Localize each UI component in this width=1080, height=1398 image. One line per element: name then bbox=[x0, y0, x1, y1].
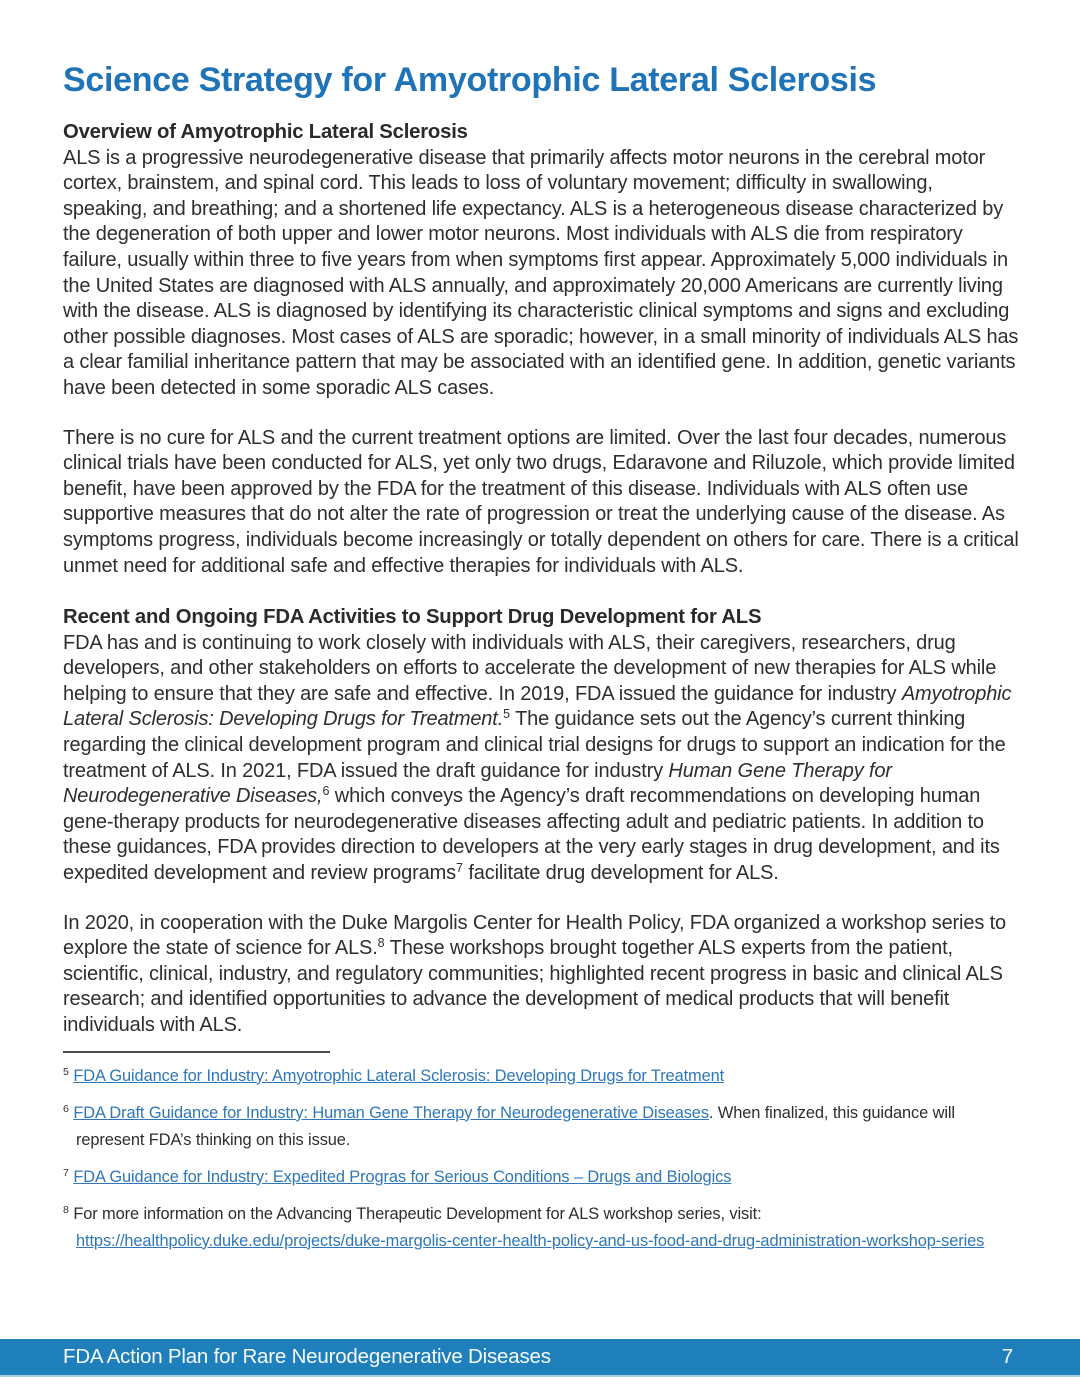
footnote-marker: 7 bbox=[63, 1166, 69, 1179]
footnote-marker: 5 bbox=[63, 1065, 69, 1078]
footnote-ref-7: 7 bbox=[455, 861, 463, 876]
body-paragraph-4 bbox=[63, 911, 1020, 1039]
footer-bar bbox=[0, 1339, 1080, 1377]
paragraph-text: ALS is a progressive neurodegenerative disease that primarily affects motor neurons in the cerebral motor cortex, brainstem, and spinal cord. This leads to loss of voluntary movement; difficulty in swallowing, speaking, and breathing; and a shortened life expectancy. ALS is a heterogeneous disease characterized by the degeneration of both upper and lower motor neurons. Most individuals with ALS die from respiratory failure, usually within three to five years from when symptoms first appear. Approximately 5,000 individuals in the United States are diagnosed with ALS annually, and approximately 20,000 Americans are currently living with the disease. ALS is diagnosed by identifying its characteristic clinical symptoms and signs and excluding other possible diagnoses. Most cases of ALS are sporadic; however, in a small minority of individuals ALS has a clear familial inheritance pattern that may be associated with an identified gene. In addition, genetic variants have been detected in some sporadic ALS cases. bbox=[63, 146, 1019, 399]
footnote-ref-8: 8 bbox=[377, 936, 385, 951]
paragraph-text: which conveys the Agency’s draft recommendations on developing human gene-therapy products for neurodegenerative diseases affecting adult and pediatric patients. In addition to these guidances, FDA provides direction to developers at the very early stages in drug development, and its expedited development and review programs bbox=[63, 785, 1000, 885]
footnote-ref-5: 5 bbox=[503, 707, 511, 722]
document-page bbox=[63, 60, 1020, 1265]
footnote-6 bbox=[63, 1100, 1020, 1154]
footnote-link-expedited-programs[interactable]: FDA Guidance for Industry: Expedited Progras for Serious Conditions – Drugs and Biologics bbox=[73, 1167, 732, 1186]
paragraph-text: The guidance sets out the Agency’s current thinking regarding the clinical development program and clinical trial designs for drugs to support an indication for the treatment of ALS. In 2021, FDA issued the draft guidance for industry bbox=[63, 708, 1006, 782]
paragraph-text: FDA has and is continuing to work closely with individuals with ALS, their caregivers, researchers, drug developers, and other stakeholders on efforts to accelerate the development of new therapies for ALS while helping to ensure that they are safe and effective. In 2019, FDA issued the guidance for industry bbox=[63, 631, 997, 705]
section-heading-overview: Overview of Amyotrophic Lateral Sclerosis bbox=[63, 121, 468, 143]
footnote-ref-6: 6 bbox=[322, 784, 330, 799]
paragraph-text: These workshops brought together ALS experts from the patient, scientific, clinical, industry, and regulatory communities; highlighted recent progress in basic and clinical ALS research; and identified opportunities to advance the development of medical products that will benefit individuals with ALS. bbox=[63, 937, 1003, 1036]
paragraph-text: facilitate drug development for ALS. bbox=[462, 862, 779, 885]
footnote-5 bbox=[63, 1063, 1020, 1090]
footnote-7 bbox=[63, 1164, 1020, 1191]
footnote-text: . When finalized, this guidance will represent FDA’s thinking on this issue. bbox=[76, 1103, 955, 1149]
footnote-marker: 8 bbox=[63, 1203, 69, 1216]
footnote-link-gene-therapy-guidance[interactable]: FDA Draft Guidance for Industry: Human Gene Therapy for Neurodegenerative Diseases bbox=[73, 1103, 709, 1122]
body-paragraph-1 bbox=[63, 146, 1020, 402]
paragraph-text: There is no cure for ALS and the current treatment options are limited. Over the last four decades, numerous clinical trials have been conducted for ALS, yet only two drugs, Edaravone and Riluzole, which provide limited benefit, have been approved by the FDA for the treatment of this disease. Individuals with ALS often use supportive measures that do not alter the rate of progression or treat the underlying cause of the disease. As symptoms progress, individuals become increasingly or totally dependent on others for care. There is a critical unmet need for additional safe and effective therapies for individuals with ALS. bbox=[63, 426, 1019, 577]
page-title: Science Strategy for Amyotrophic Lateral Sclerosis bbox=[63, 61, 877, 99]
footer-document-title: FDA Action Plan for Rare Neurodegenerative Diseases bbox=[63, 1345, 551, 1368]
footnote-text: For more information on the Advancing Therapeutic Development for ALS workshop series, visit: bbox=[73, 1204, 762, 1223]
section-heading-fda-activities: Recent and Ongoing FDA Activities to Support Drug Development for ALS bbox=[63, 606, 762, 629]
paragraph-text: In 2020, in cooperation with the Duke Margolis Center for Health Policy, FDA organized a workshop series to explore the state of science for ALS. bbox=[63, 911, 1006, 960]
guidance-title-italic: Human Gene Therapy for Neurodegenerative Diseases, bbox=[63, 759, 892, 808]
footnote-divider bbox=[63, 1051, 330, 1053]
body-paragraph-3 bbox=[63, 631, 1020, 887]
footnote-link-als-guidance[interactable]: FDA Guidance for Industry: Amyotrophic Lateral Sclerosis: Developing Drugs for Treatment bbox=[73, 1066, 725, 1085]
guidance-title-italic: Amyotrophic Lateral Sclerosis: Developing Drugs for Treatment. bbox=[63, 682, 1012, 731]
footnote-8 bbox=[63, 1201, 1020, 1255]
footnote-link-duke-workshop-url[interactable]: https://healthpolicy.duke.edu/projects/duke-margolis-center-health-policy-and-us-food-and-drug-administration-workshop-series bbox=[76, 1231, 985, 1250]
body-paragraph-2 bbox=[63, 426, 1020, 580]
footnote-marker: 6 bbox=[63, 1102, 69, 1115]
page-number: 7 bbox=[1001, 1345, 1013, 1368]
footnotes-section bbox=[63, 1051, 1020, 1255]
